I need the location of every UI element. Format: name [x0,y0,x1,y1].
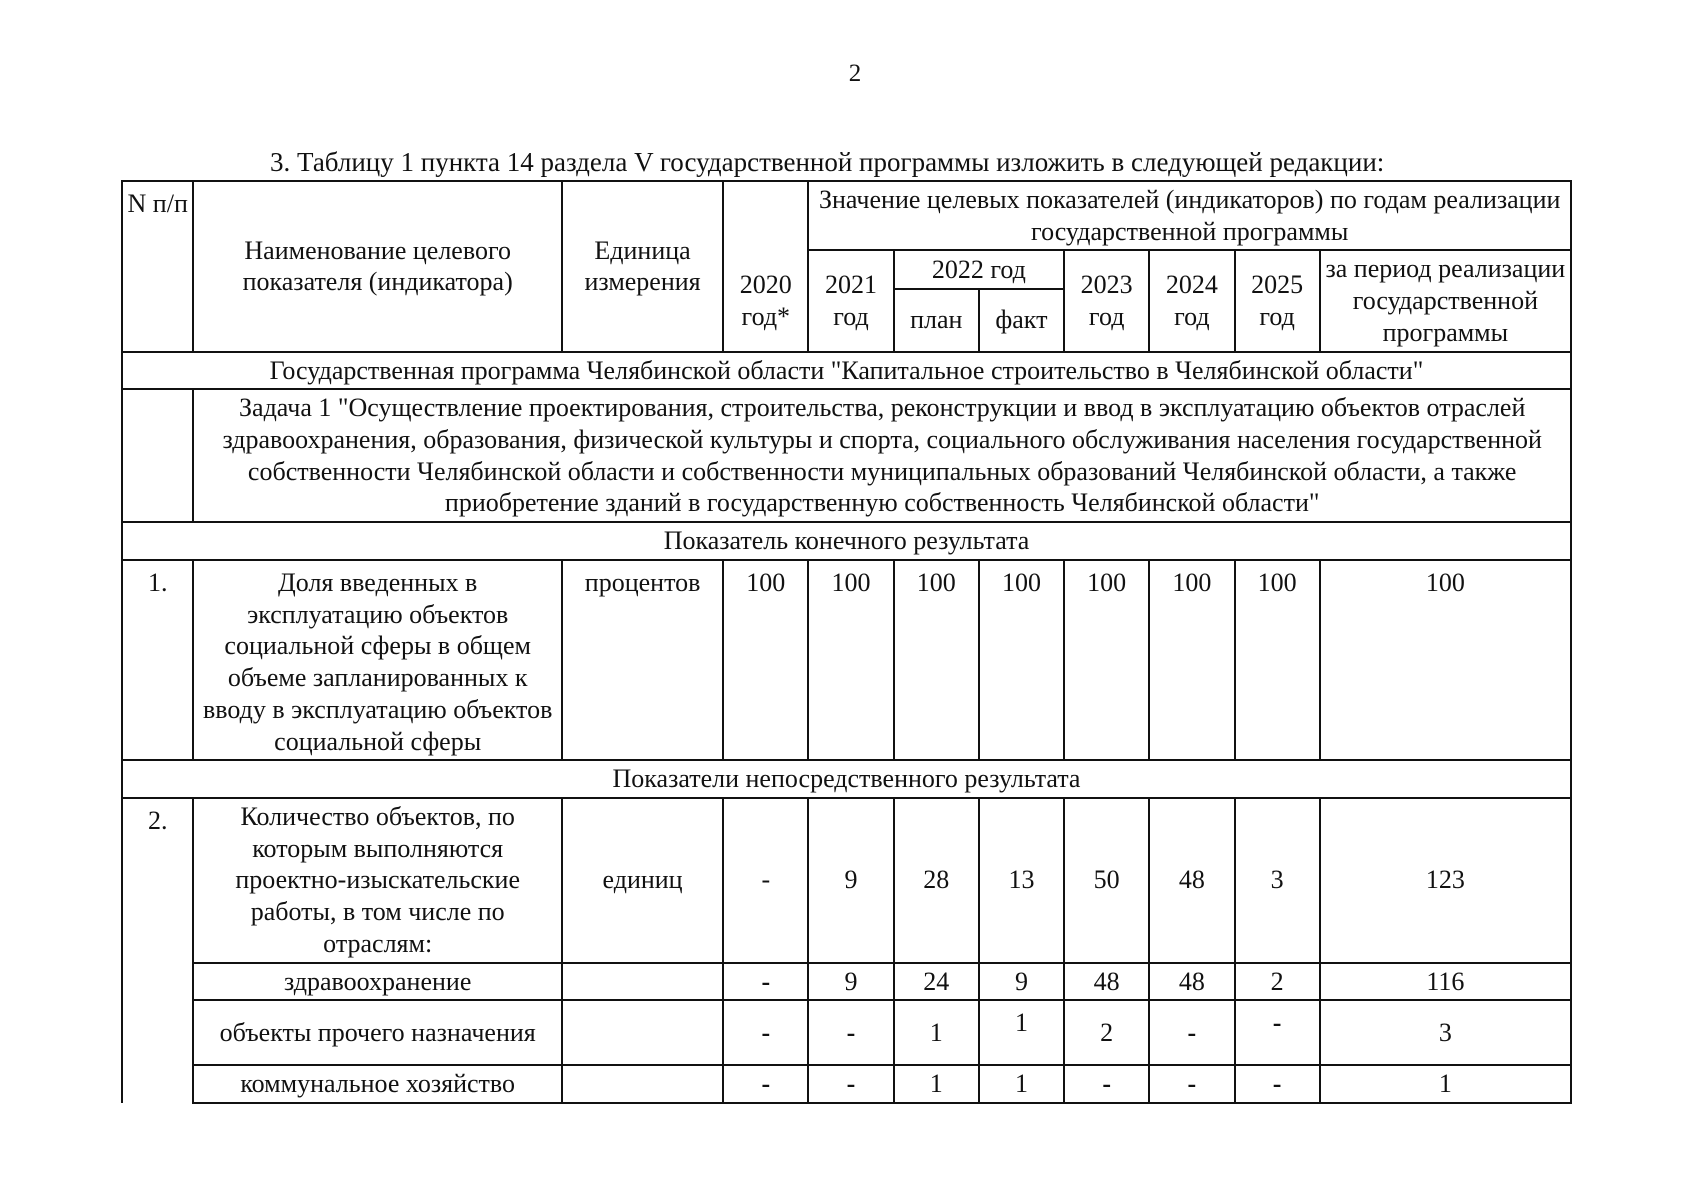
row2-value-2023: 50 [1064,798,1149,963]
subrow-value-2024: 48 [1149,963,1234,1001]
row2-value-2020: - [723,798,808,963]
subrow-value-total: 3 [1320,1000,1571,1065]
row2-value-2022-fact: 13 [979,798,1064,963]
subrow-unit [562,1000,723,1065]
row2-unit: единиц [562,798,723,963]
row1-unit: процентов [562,560,723,760]
subrow-value-2020: - [723,1065,808,1103]
subrow-value-total: 1 [1320,1065,1571,1103]
subrow-name: объекты прочего назначения [193,1000,562,1065]
task-title: Задача 1 "Осуществление проектирования, строительства, реконструкции и ввод в эксплуатацию объектов отраслей здравоохранения, образования, физической культуры и спорта, социального обслуживания населения государственной собственности Челябинской области и собственности муниципальных образований Челябинской области, а также приобретение зданий в государственную собственность Челябинской области" [193,389,1571,522]
subrow-value-2023: 2 [1064,1000,1149,1065]
header-2021: 2021 год [808,250,893,351]
row1-num: 1. [122,560,193,760]
subrow-value-2024: - [1149,1065,1234,1103]
header-2022: 2022 год [894,250,1064,289]
header-2024: 2024 год [1149,250,1234,351]
page-number: 2 [848,60,862,87]
task-num-cell [122,389,193,522]
subrow-value-2022-plan: 24 [894,963,979,1001]
row1-name: Доля введенных в эксплуатацию объектов социальной сферы в общем объеме запланированных к вводу в эксплуатацию объектов социальной сферы [193,560,562,760]
header-unit: Единица измерения [562,181,723,352]
subrow-value-2021: 9 [808,963,893,1001]
row1-value-2024: 100 [1149,560,1234,760]
header-2020: 2020 год* [723,250,808,351]
subrow-value-total: 116 [1320,963,1571,1001]
subrow-value-2021: - [808,1065,893,1103]
header-2025: 2025 год [1235,250,1320,351]
row1-value-2020: 100 [723,560,808,760]
row1-value-2023: 100 [1064,560,1149,760]
program-title: Государственная программа Челябинской области "Капитальное строительство в Челябинской области" [122,352,1571,390]
row2-value-2022-plan: 28 [894,798,979,963]
subrow-value-2025: 2 [1235,963,1320,1001]
subrow-value-2023: 48 [1064,963,1149,1001]
subrow-name: коммунальное хозяйство [193,1065,562,1103]
header-2023: 2023 год [1064,250,1149,351]
header-group: Значение целевых показателей (индикаторов) по годам реализации государственной программы [808,181,1571,250]
header-fact: факт [979,289,1064,352]
row2-value-2024: 48 [1149,798,1234,963]
subrow-value-2025: - [1235,1065,1320,1103]
subrow-unit [562,963,723,1001]
row2-num: 2. [122,798,193,963]
subrow-value-2022-plan: 1 [894,1000,979,1065]
instruction-text: 3. Таблицу 1 пункта 14 раздела V государственной программы изложить в следующей редакции: [270,147,1385,177]
row2-value-2021: 9 [808,798,893,963]
subrow-value-2024: - [1149,1000,1234,1065]
row1-value-2021: 100 [808,560,893,760]
subrow-value-2020: - [723,1000,808,1065]
row1-value-2025: 100 [1235,560,1320,760]
subrow-value-2021: - [808,1000,893,1065]
subrow-value-2022-fact: 1 [979,1065,1064,1103]
header-num: N п/п [122,181,193,352]
row1-value-2022-fact: 100 [979,560,1064,760]
subrow-num-cell [122,1065,193,1103]
header-total: за период реализации государственной программы [1320,250,1571,351]
row2-value-2025: 3 [1235,798,1320,963]
section-final-result: Показатель конечного результата [122,522,1571,560]
row1-value-2022-plan: 100 [894,560,979,760]
header-name: Наименование целевого показателя (индикатора) [193,181,562,352]
row2-name: Количество объектов, по которым выполняются проектно-изыскательские работы, в том числе по отраслям: [193,798,562,963]
subrow-unit [562,1065,723,1103]
header-2020-top [723,181,808,250]
subrow-value-2023: - [1064,1065,1149,1103]
subrow-value-2022-fact: 9 [979,963,1064,1001]
header-plan: план [894,289,979,352]
subrow-name: здравоохранение [193,963,562,1001]
subrow-num-cell [122,1000,193,1065]
subrow-value-2025: - [1235,1000,1320,1065]
row1-value-total: 100 [1320,560,1571,760]
subrow-num-cell [122,963,193,1001]
subrow-value-2020: - [723,963,808,1001]
row2-value-total: 123 [1320,798,1571,963]
subrow-value-2022-fact: 1 [979,1000,1064,1065]
subrow-value-2022-plan: 1 [894,1065,979,1103]
section-direct-result: Показатели непосредственного результата [122,760,1571,798]
indicators-table [121,180,1572,1104]
